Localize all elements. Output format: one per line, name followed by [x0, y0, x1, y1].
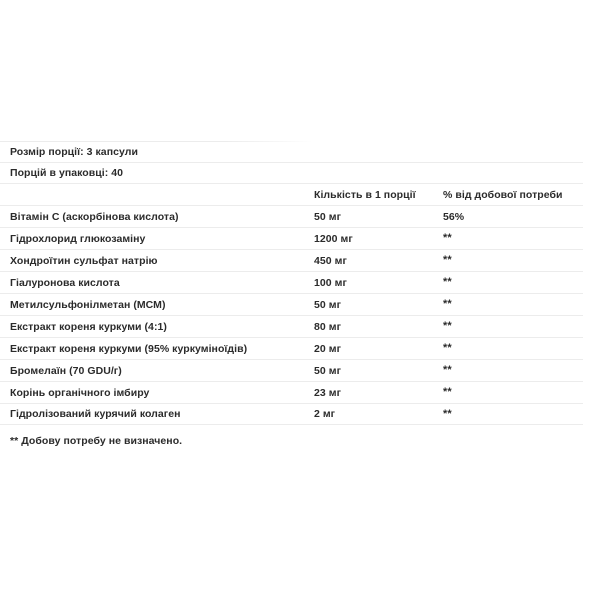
ingredient-amount: 450 мг [314, 254, 347, 267]
ingredient-daily-value: ** [443, 232, 452, 244]
table-row [0, 205, 583, 227]
table-row [0, 271, 583, 293]
column-header-amount: Кількість в 1 порції [314, 188, 416, 201]
ingredient-amount: 80 мг [314, 320, 341, 333]
ingredient-name: Гідролізований курячий колаген [10, 408, 181, 420]
table-row [0, 403, 583, 425]
ingredient-daily-value: 56% [443, 210, 465, 223]
serving-size-label: Розмір порції: 3 капсули [10, 145, 138, 158]
ingredient-name: Вітамін С (аскорбінова кислота) [10, 210, 179, 223]
ingredient-amount: 23 мг [314, 386, 341, 399]
ingredient-amount: 50 мг [314, 298, 341, 311]
ingredient-amount: 2 мг [314, 408, 336, 420]
ingredient-daily-value: ** [443, 298, 452, 310]
table-header-row [0, 183, 583, 205]
ingredient-amount: 50 мг [314, 210, 341, 223]
table-row [0, 315, 583, 337]
ingredient-name: Екстракт кореня куркуми (4:1) [10, 320, 167, 333]
table-row [0, 359, 583, 381]
ingredient-name: Хондроїтин сульфат натрію [10, 254, 158, 267]
ingredient-daily-value: ** [443, 320, 452, 332]
ingredient-daily-value: ** [443, 364, 452, 376]
supplement-facts-panel [0, 141, 583, 425]
table-row [0, 227, 583, 249]
table-row [0, 249, 583, 271]
column-header-daily-value: % від добової потреби [443, 188, 563, 201]
ingredient-name: Екстракт кореня куркуми (95% куркуміноїдів) [10, 342, 248, 355]
table-row [0, 293, 583, 315]
ingredient-daily-value: ** [443, 254, 452, 266]
ingredient-name: Бромелаїн (70 GDU/г) [10, 364, 122, 377]
ingredient-name: Корінь органічного імбиру [10, 386, 150, 399]
ingredient-name: Метилсульфонілметан (МСМ) [10, 298, 166, 311]
ingredient-amount: 50 мг [314, 364, 341, 377]
servings-per-container-row [0, 162, 583, 183]
daily-value-footnote: ** Добову потребу не визначено. [10, 435, 183, 447]
ingredient-daily-value: ** [443, 276, 452, 288]
ingredient-daily-value: ** [443, 408, 452, 420]
ingredient-amount: 20 мг [314, 342, 341, 355]
serving-size-row [0, 141, 583, 162]
ingredient-amount: 100 мг [314, 276, 347, 289]
ingredient-daily-value: ** [443, 342, 452, 354]
ingredient-amount: 1200 мг [314, 232, 353, 245]
ingredient-name: Гіалуронова кислота [10, 276, 120, 289]
ingredient-name: Гідрохлорид глюкозаміну [10, 232, 146, 245]
table-row [0, 381, 583, 403]
servings-per-container-label: Порцій в упаковці: 40 [10, 167, 124, 179]
table-row [0, 337, 583, 359]
ingredient-daily-value: ** [443, 386, 452, 398]
